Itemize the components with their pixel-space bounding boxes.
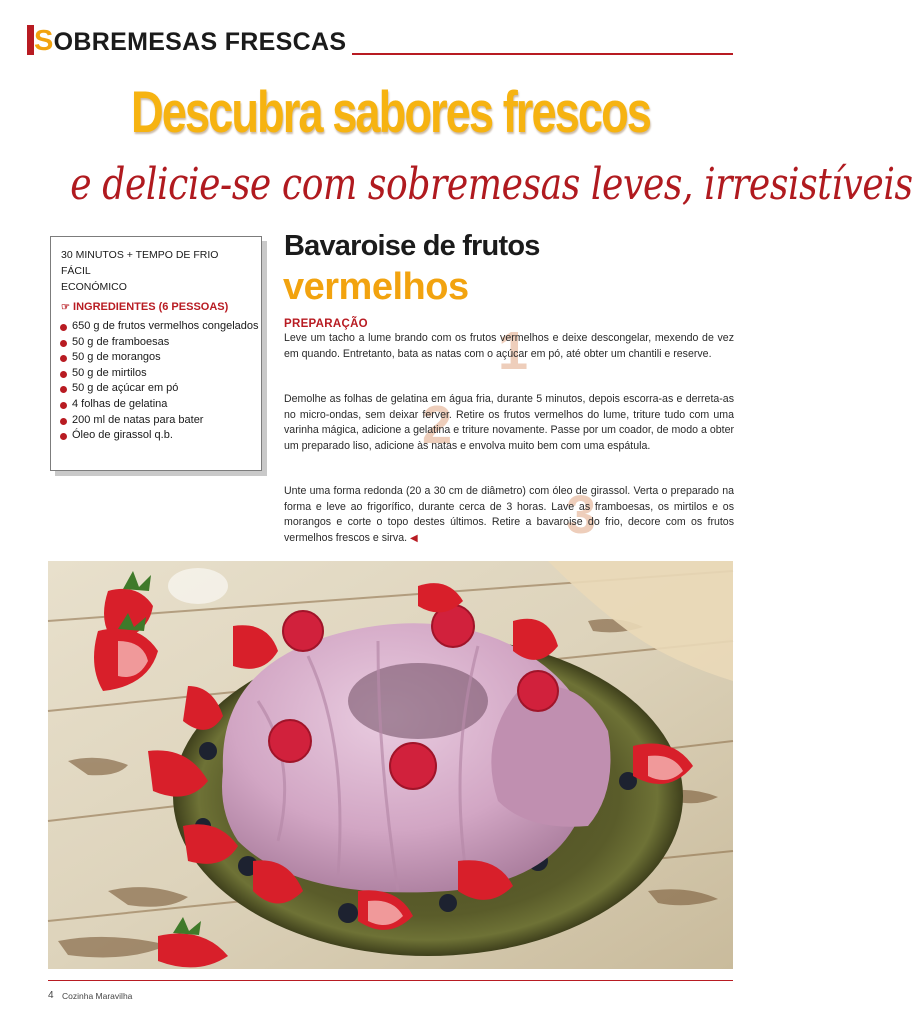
step-text: Leve um tacho a lume brando com os frutos vermelhos e deixe descongelar, mexendo de vez em quando. Entretanto, bata as natas com o açúcar em pó, até obter um chantili e reserve.	[284, 332, 734, 360]
section-label-text: OBREMESAS FRESCAS	[53, 28, 347, 56]
headline-main: Descubra sabores frescos	[131, 80, 650, 145]
ingredient-item: 200 ml de natas para bater	[59, 413, 259, 429]
difficulty: FÁCIL	[61, 265, 91, 277]
section-label-initial: S	[34, 25, 54, 57]
footer-rule	[48, 980, 733, 981]
preparation-heading: PREPARAÇÃO	[284, 318, 368, 330]
prep-time: 30 MINUTOS + TEMPO DE FRIO	[61, 249, 219, 261]
step-number: 3	[566, 485, 597, 545]
step-text: Demolhe as folhas de gelatina em água fria, durante 5 minutos, depois escorra-as e derreta-as no micro-ondas, sem deixar ferver. Retire os frutos vermelhos do lume, triture tudo com uma varinha mágica, adicione a gelatina e triture novamente. Passe por um coador, de modo a obter um preparado liso, adicione às natas e envolva muito bem com uma espátula.	[284, 393, 734, 452]
step-number: 1	[498, 321, 529, 381]
dessert-photo	[48, 561, 733, 969]
end-of-article-marker: ◀	[410, 532, 418, 544]
ingredients-heading	[61, 301, 228, 313]
recipe-info-box	[50, 236, 262, 471]
ingredients-list	[59, 319, 259, 444]
headline-subtitle: e delicie-se com sobremesas leves, irresistíveis	[70, 159, 913, 210]
magazine-name: Cozinha Maravilha	[62, 991, 133, 1001]
step-number: 2	[422, 395, 453, 455]
recipe-title-highlight: vermelhos	[283, 266, 469, 308]
ingredient-item: 50 g de mirtilos	[59, 366, 259, 382]
ingredient-item: 50 g de açúcar em pó	[59, 381, 259, 397]
section-label	[34, 26, 346, 57]
section-tab	[27, 25, 34, 55]
cost-level: ECONÓMICO	[61, 281, 127, 293]
pointing-hand-icon: ☞	[61, 302, 70, 313]
ingredient-item: 650 g de frutos vermelhos congelados	[59, 319, 259, 335]
ingredient-item: 4 folhas de gelatina	[59, 397, 259, 413]
glass	[168, 568, 228, 604]
bavaroise-illustration	[48, 561, 733, 969]
header-rule	[352, 53, 733, 55]
ingredient-item: 50 g de morangos	[59, 350, 259, 366]
recipe-title: Bavaroise de frutos	[284, 230, 540, 262]
ingredient-item: 50 g de framboesas	[59, 335, 259, 351]
step-3	[284, 484, 734, 546]
page-number: 4	[48, 990, 54, 1001]
step-text: Unte uma forma redonda (20 a 30 cm de diâmetro) com óleo de girassol. Verta o preparado na forma e leve ao frigorífico, durante cerca de 3 horas. Lave as framboesas, os mirtilos e os morangos e corte o topo destes últimos. Retire a bavaroise do frio, decore com os frutos vermelhos frescos e sirva.	[284, 485, 734, 544]
ingredient-item: Óleo de girassol q.b.	[59, 428, 259, 444]
ingredients-heading-text: INGREDIENTES (6 PESSOAS)	[73, 301, 229, 313]
